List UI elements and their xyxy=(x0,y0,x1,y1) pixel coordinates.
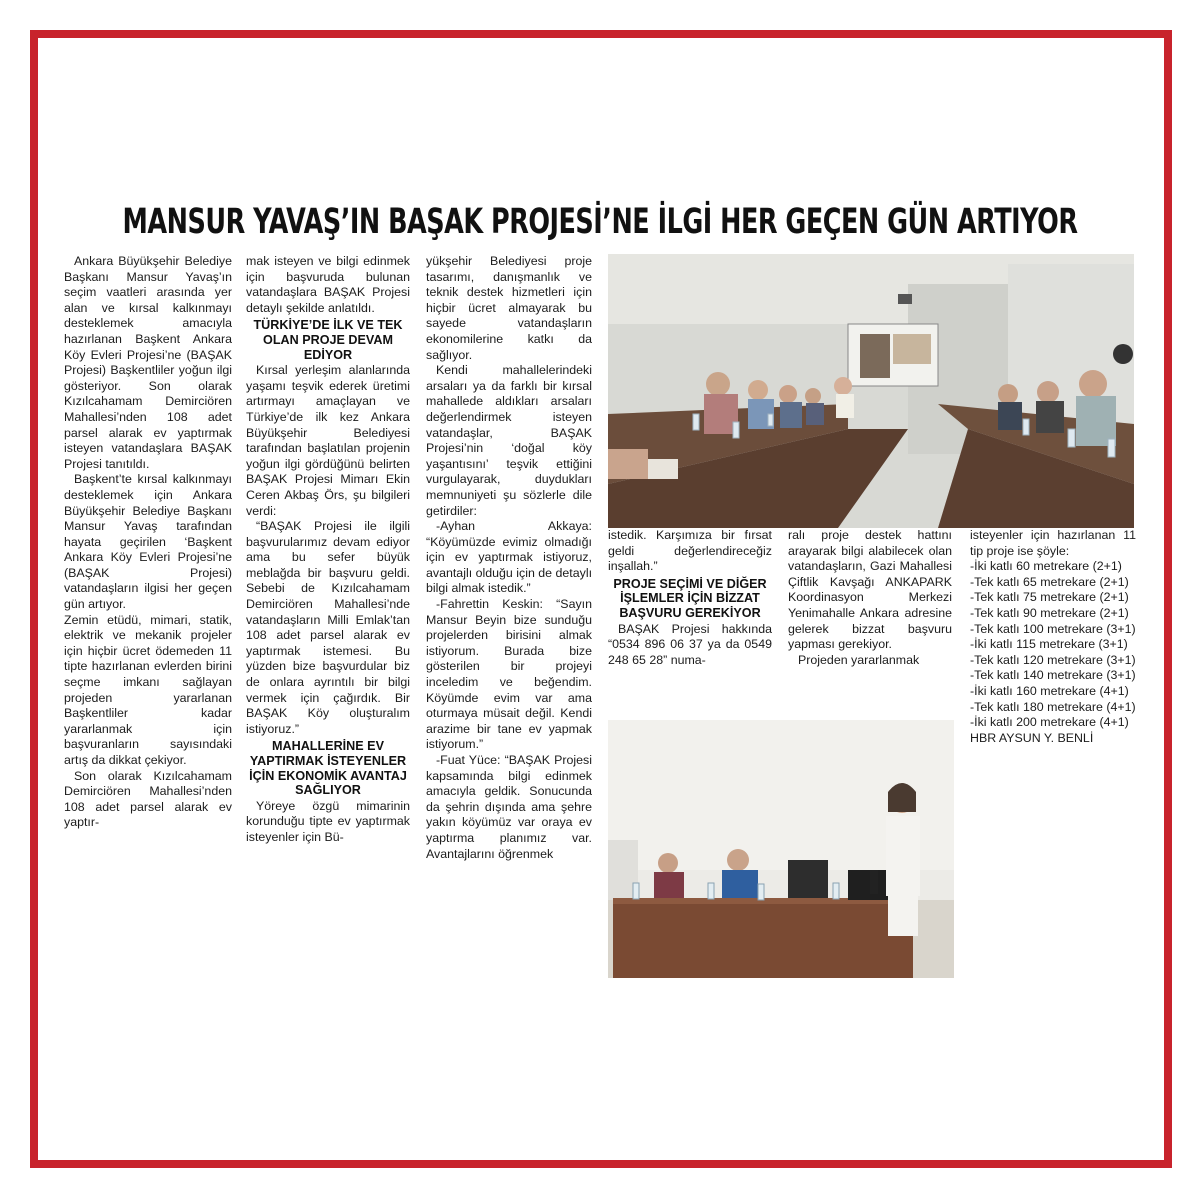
paragraph: -Fuat Yüce: “BAŞAK Projesi kapsamında bilgi edinmek amacıyla geldik. Sonucunda da şehrin dışında ama şehre yakın köyümüz var oraya ev yaptırma planımız var. Avantajlarını öğrenmek xyxy=(426,753,592,861)
paragraph: Projeden yararlanmak xyxy=(798,652,920,667)
byline: HBR AYSUN Y. BENLİ xyxy=(970,730,1094,745)
article-column-5 xyxy=(788,528,952,704)
article-headline: MANSUR YAVAŞ’IN BAŞAK PROJESİ’NE İLGİ HER GEÇEN GÜN ARTIYOR xyxy=(122,202,1078,243)
article-column-4 xyxy=(608,528,772,704)
article-column-1 xyxy=(64,254,232,1004)
list-item: -Tek katlı 120 metrekare (3+1) xyxy=(970,652,1136,667)
list-item: -İki katlı 160 metrekare (4+1) xyxy=(970,683,1129,698)
list-item: -İki katlı 200 metrekare (4+1) xyxy=(970,715,1129,730)
paragraph: -Ayhan Akkaya: “Köyümüzde evimiz olmadığı için ev yaptırmak istiyoruz, avantajlı olduğu için de detaylı bilgi almak istedik.” xyxy=(426,519,592,596)
paragraph: Ankara Büyükşehir Belediye Başkanı Mansur Yavaş’ın seçim vaatleri arasında yer alan ve kırsal kalkınmayı desteklemek amacıyla hazırlanan Başkent Ankara Köy Evleri Projesi’ne (BAŞAK Projesi) Başkentliler yoğun ilgi gösteriyor. Son olarak Kızılcahamam Demirciören Mahallesi’nden 108 adet parsel alarak ev yaptırmak isteyen vatandaşlara BAŞAK Projesi tanıtıldı. xyxy=(64,254,232,471)
subheading: TÜRKİYE’DE İLK VE TEK OLAN PROJE DEVAM EDİYOR xyxy=(253,318,403,362)
paragraph: istedik. Karşımıza bir fırsat geldi değerlendireceğiz inşallah.” xyxy=(608,528,772,574)
list-item: -Tek katlı 90 metrekare (2+1) xyxy=(970,605,1129,620)
subheading: PROJE SEÇİMİ VE DİĞER İŞLEMLER İÇİN BİZZAT BAŞVURU GEREKİYOR xyxy=(613,576,767,620)
newspaper-clipping xyxy=(52,190,1148,1008)
paragraph: mak isteyen ve bilgi edinmek için başvuruda bulunan vatandaşlara BAŞAK Projesi detaylı şekilde anlatıldı. xyxy=(246,254,410,315)
paragraph: Kırsal yerleşim alanlarında yaşamı teşvik ederek üretimi artırmayı amaçlayan ve Türkiye’de ilk kez Ankara Büyükşehir Belediyesi tarafından başlatılan projenin yoğun ilgi gördüğünü belirten BAŞAK Projesi Mimarı Ekin Ceren Akbaş Örs, şu bilgileri verdi: xyxy=(246,363,410,518)
paragraph: “BAŞAK Projesi ile ilgili başvurularımız devam ediyor ama bu sefer büyük meblağda bir başvuru geldi. Sebebi de Kızılcahamam Demirciören Mahallesi’nde vatandaşların Milli Emlak’tan 108 adet parsel alarak ev yaptırmak istemesi. Bu yüzden bize başvurdular biz de onlara ayrıntılı bir bilgi vermek için çağırdık. Bir BAŞAK Köy oluşturalım istiyoruz.” xyxy=(246,519,410,736)
presentation-photo xyxy=(608,720,954,978)
list-item: -Tek katlı 75 metrekare (2+1) xyxy=(970,590,1129,605)
paragraph: yükşehir Belediyesi proje tasarımı, danışmanlık ve teknik destek hizmetleri için hiçbir ücret almayarak bu sayede vatandaşların ekonomilerine katkı da sağlıyor. xyxy=(426,254,592,362)
project-type-list xyxy=(970,559,1136,731)
list-item: -Tek katlı 140 metrekare (3+1) xyxy=(970,668,1136,683)
meeting-room-photo xyxy=(608,254,1134,528)
subheading: MAHALLERİNE EV YAPTIRMAK İSTEYENLER İÇİN EKONOMİK AVANTAJ SAĞLIYOR xyxy=(249,739,407,798)
list-item: -Tek katlı 100 metrekare (3+1) xyxy=(970,621,1136,636)
paragraph: -Fahrettin Keskin: “Sayın Mansur Beyin bize sunduğu projelerden birisini almak istiyorum. Burada bize gösterilen bir projeyi inceledim ve beğendim. Köyümde evim var ama oturmaya müsait değil. Kendi arazime bir tane ev yapmak istiyorum.” xyxy=(426,597,592,752)
article-column-2 xyxy=(246,254,410,1004)
paragraph: Başkent’te kırsal kalkınmayı desteklemek için Ankara Büyükşehir Belediye Başkanı Mansur Yavaş tarafından hayata geçirilen ‘Başkent Ankara Köy Evleri Projesi’ne (BAŞAK Projesi) vatandaşların ilgisi her geçen gün artıyor. xyxy=(64,472,232,612)
list-item: -Tek katlı 180 metrekare (4+1) xyxy=(970,699,1136,714)
article-column-3 xyxy=(426,254,592,1004)
paragraph: Son olarak Kızılcahamam Demirciören Mahallesi’nden 108 adet parsel alarak ev yaptır- xyxy=(64,768,232,830)
paragraph: Kendi mahallelerindeki arsaları ya da farklı bir kırsal mahallede aldıkları arsaları değerlendirmek isteyen vatandaşlar, BAŞAK Projesi’nin ‘doğal köy yaşantısını’ teşvik ettiğini vurgulayarak, duydukları memnuniyeti şu sözlerle dile getirdiler: xyxy=(426,363,592,518)
paragraph: isteyenler için hazırlanan 11 tip proje ise şöyle: xyxy=(970,528,1136,558)
paragraph: BAŞAK Projesi hakkında “0534 896 06 37 ya da 0549 248 65 28” numa- xyxy=(608,621,772,667)
paragraph: Yöreye özgü mimarinin korunduğu tipte ev yaptırmak isteyenler için Bü- xyxy=(246,798,410,844)
article-column-6 xyxy=(970,528,1136,968)
list-item: -Tek katlı 65 metrekare (2+1) xyxy=(970,574,1129,589)
list-item: -İki katlı 60 metrekare (2+1) xyxy=(970,559,1122,574)
paragraph: Zemin etüdü, mimari, statik, elektrik ve mekanik projeler için hiçbir ücret ödemeden 11 tipte hazırlanan evlerden birini seçme imkanı sağlayan projeden yararlanan Başkentliler kadar yararlanmak için başvuranların sayısındaki artış da dikkat çekiyor. xyxy=(64,612,232,767)
list-item: -İki katlı 115 metrekare (3+1) xyxy=(970,637,1128,652)
paragraph: ralı proje destek hattını arayarak bilgi alabilecek olan vatandaşların, Gazi Mahallesi Çiftlik Kavşağı ANKAPARK Koordinasyon Merkezi Yenimahalle Ankara adresine gelerek bizzat başvuru yapması gerekiyor. xyxy=(788,528,952,652)
